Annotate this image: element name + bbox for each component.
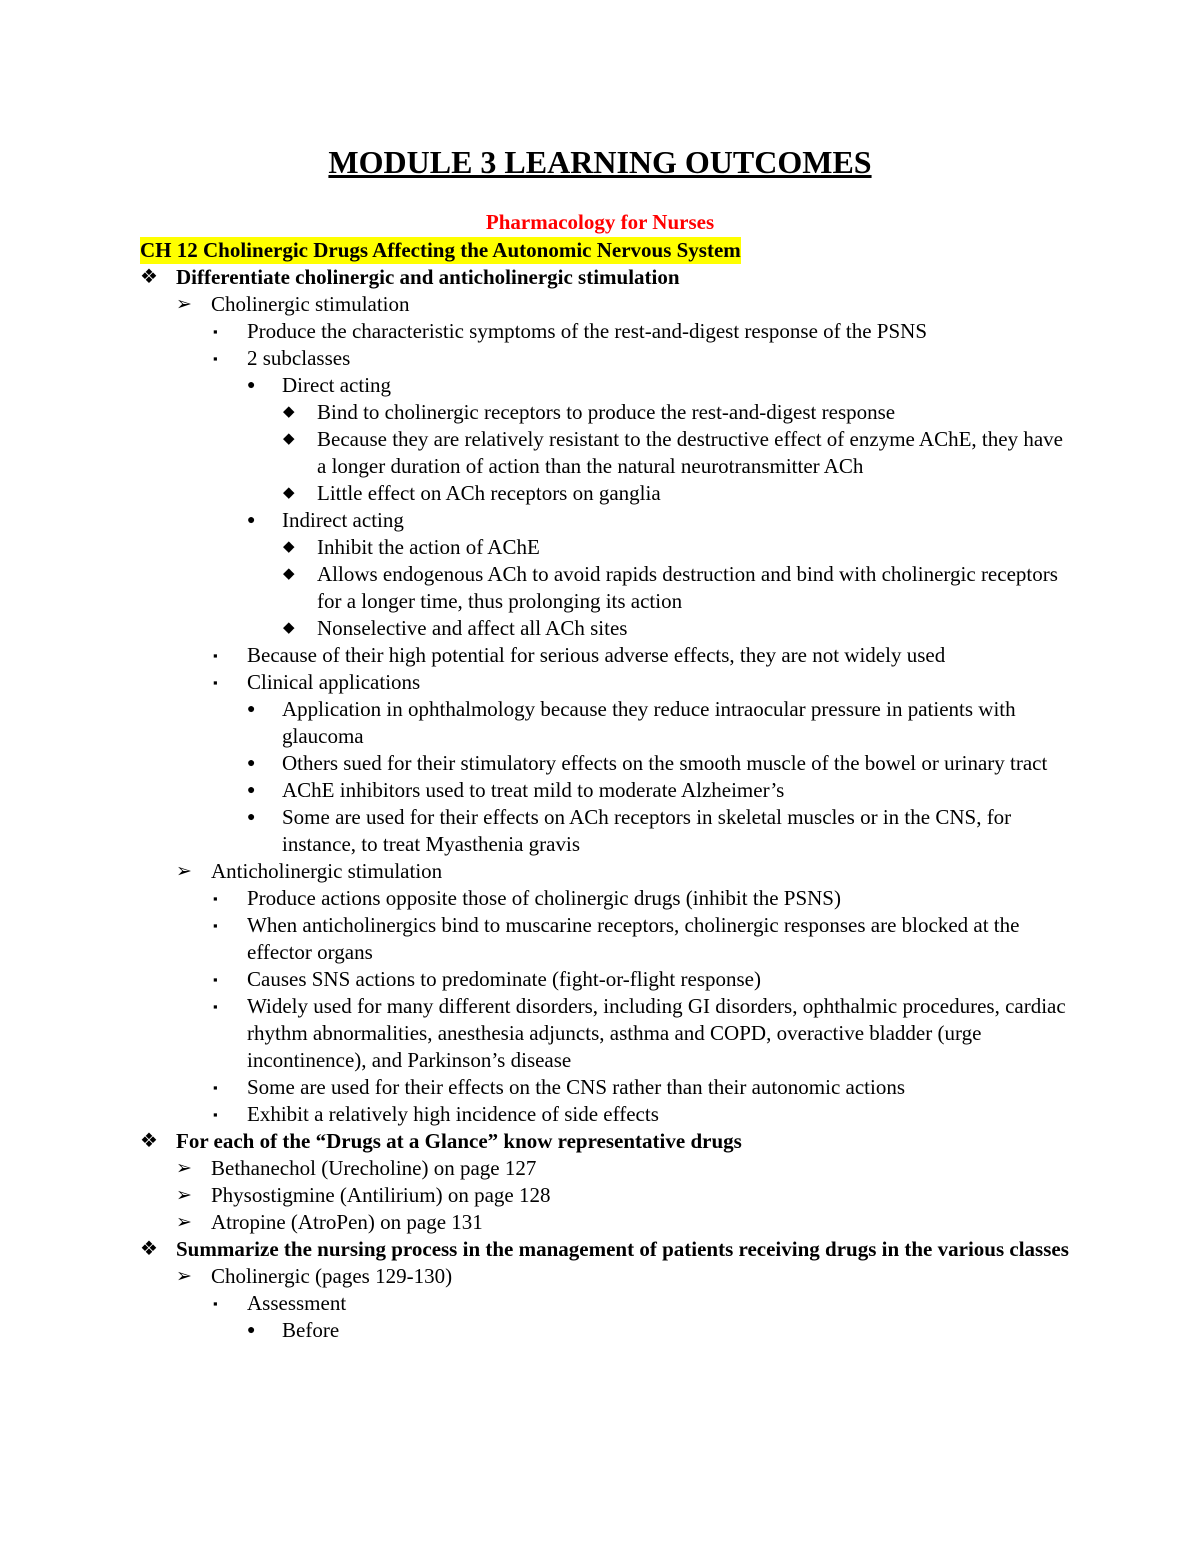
bullet-icon: ▪	[213, 351, 218, 366]
outline-item-text: Others sued for their stimulatory effects on the smooth muscle of the bowel or urinary tract	[282, 751, 1048, 775]
outline-item-text: Indirect acting	[282, 508, 404, 532]
outline-item-level-5	[0, 399, 1200, 426]
outline-item-text: Produce the characteristic symptoms of the rest-and-digest response of the PSNS	[247, 319, 928, 343]
bullet-icon: ▪	[213, 1296, 218, 1311]
outline-item-level-5	[0, 615, 1200, 642]
outline-item-level-3	[0, 993, 1200, 1074]
outline-item-text: Bind to cholinergic receptors to produce the rest-and-digest response	[317, 400, 896, 424]
outline-item-level-5	[0, 480, 1200, 507]
bullet-icon: ●	[247, 783, 256, 798]
outline-item-text: Causes SNS actions to predominate (fight-or-flight response)	[247, 967, 761, 991]
outline-item-text: Physostigmine (Antilirium) on page 128	[211, 1183, 551, 1207]
outline-item-text: Anticholinergic stimulation	[211, 859, 443, 883]
outline-item-level-4	[0, 696, 1200, 750]
bullet-icon: ◆	[283, 566, 295, 582]
bullet-icon: ➢	[176, 1212, 192, 1233]
bullet-icon: ▪	[213, 324, 218, 339]
outline-item-level-3	[0, 345, 1200, 372]
bullet-icon: ➢	[176, 1185, 192, 1206]
bullet-icon: ◆	[283, 485, 295, 501]
bullet-icon: ●	[247, 756, 256, 771]
outline-item-level-3	[0, 1290, 1200, 1317]
chapter-heading: CH 12 Cholinergic Drugs Affecting the Autonomic Nervous System	[140, 238, 741, 262]
bullet-icon: ▪	[213, 999, 218, 1014]
outline-item-text: Nonselective and affect all ACh sites	[317, 616, 628, 640]
outline-item-level-2	[0, 1209, 1200, 1236]
outline-item-level-1	[0, 1128, 1200, 1155]
outline-item-level-3	[0, 966, 1200, 993]
outline-item-text: Differentiate cholinergic and anticholinergic stimulation	[176, 265, 680, 289]
outline-item-text: Inhibit the action of AChE	[317, 535, 540, 559]
outline-item-text: Little effect on ACh receptors on ganglia	[317, 481, 661, 505]
bullet-icon: ▪	[213, 1107, 218, 1122]
outline-item-text: Direct acting	[282, 373, 392, 397]
bullet-icon: ▪	[213, 1080, 218, 1095]
outline-item-level-1	[0, 264, 1200, 291]
outline-item-level-4	[0, 507, 1200, 534]
document-title: MODULE 3 LEARNING OUTCOMES	[328, 144, 872, 180]
outline-item-text: Application in ophthalmology because they reduce intraocular pressure in patients with glaucoma	[282, 697, 1016, 748]
outline-item-text: Because they are relatively resistant to the destructive effect of enzyme AChE, they have a longer duration of action than the natural neurotransmitter ACh	[317, 427, 1063, 478]
bullet-icon: ➢	[176, 861, 192, 882]
outline-item-text: Bethanechol (Urecholine) on page 127	[211, 1156, 537, 1180]
outline-item-level-4	[0, 804, 1200, 858]
outline-item-level-2	[0, 291, 1200, 318]
bullet-icon: ❖	[140, 266, 158, 288]
outline-item-level-5	[0, 561, 1200, 615]
outline-item-text: Before	[282, 1318, 340, 1342]
bullet-icon: ▪	[213, 972, 218, 987]
bullet-icon: ❖	[140, 1130, 158, 1152]
outline-item-text: Assessment	[247, 1291, 347, 1315]
document-subtitle: Pharmacology for Nurses	[485, 210, 715, 234]
outline-item-text: Clinical applications	[247, 670, 421, 694]
outline-item-level-3	[0, 669, 1200, 696]
bullet-icon: ▪	[213, 918, 218, 933]
outline-item-level-5	[0, 426, 1200, 480]
outline-item-level-4	[0, 372, 1200, 399]
bullet-icon: ▪	[213, 675, 218, 690]
outline-item-level-2	[0, 1155, 1200, 1182]
outline-item-text: Exhibit a relatively high incidence of side effects	[247, 1102, 659, 1126]
outline-item-text: 2 subclasses	[247, 346, 351, 370]
outline-item-text: Some are used for their effects on the CNS rather than their autonomic actions	[247, 1075, 905, 1099]
outline-item-level-4	[0, 777, 1200, 804]
outline-item-level-4	[0, 1317, 1200, 1344]
outline-item-level-2	[0, 858, 1200, 885]
bullet-icon: ➢	[176, 1158, 192, 1179]
bullet-icon: ▪	[213, 648, 218, 663]
outline-item-level-4	[0, 750, 1200, 777]
bullet-icon: ◆	[283, 431, 295, 447]
outline-item-level-3	[0, 885, 1200, 912]
bullet-icon: ●	[247, 810, 256, 825]
outline-item-text: Atropine (AtroPen) on page 131	[211, 1210, 483, 1234]
outline-item-text: Cholinergic stimulation	[211, 292, 410, 316]
outline-item-level-3	[0, 912, 1200, 966]
outline-item-text: Summarize the nursing process in the management of patients receiving drugs in the various classes	[176, 1237, 1069, 1261]
outline-item-text: When anticholinergics bind to muscarine receptors, cholinergic responses are blocked at the effector organs	[247, 913, 1020, 964]
bullet-icon: ●	[247, 513, 256, 528]
bullet-icon: ▪	[213, 891, 218, 906]
outline-item-text: Because of their high potential for serious adverse effects, they are not widely used	[247, 643, 946, 667]
outline-item-text: Allows endogenous ACh to avoid rapids destruction and bind with cholinergic receptors for a longer time, thus prolonging its action	[317, 562, 1058, 613]
outline-item-level-3	[0, 1101, 1200, 1128]
outline-item-level-1	[0, 1236, 1200, 1263]
outline-item-text: Produce actions opposite those of cholinergic drugs (inhibit the PSNS)	[247, 886, 841, 910]
outline-item-level-3	[0, 318, 1200, 345]
outline-item-text: Cholinergic (pages 129-130)	[211, 1264, 453, 1288]
bullet-icon: ➢	[176, 294, 192, 315]
bullet-icon: ◆	[283, 404, 295, 420]
outline-item-text: Widely used for many different disorders, including GI disorders, ophthalmic procedures, cardiac rhythm abnormalities, anesthesia adjuncts, asthma and COPD, overactive bladder (urge incontinence), and Parkinson’s disease	[247, 994, 1066, 1072]
outline-item-level-3	[0, 1074, 1200, 1101]
bullet-icon: ●	[247, 1323, 256, 1338]
outline-item-level-2	[0, 1182, 1200, 1209]
bullet-icon: ◆	[283, 620, 295, 636]
outline-item-text: AChE inhibitors used to treat mild to moderate Alzheimer’s	[282, 778, 785, 802]
bullet-icon: ◆	[283, 539, 295, 555]
outline-item-text: For each of the “Drugs at a Glance” know representative drugs	[176, 1129, 742, 1153]
outline-item-text: Some are used for their effects on ACh receptors in skeletal muscles or in the CNS, for instance, to treat Myasthenia gravis	[282, 805, 1012, 856]
bullet-icon: ➢	[176, 1266, 192, 1287]
outline-item-level-5	[0, 534, 1200, 561]
outline-item-level-2	[0, 1263, 1200, 1290]
bullet-icon: ●	[247, 702, 256, 717]
bullet-icon: ❖	[140, 1238, 158, 1260]
outline-list	[0, 264, 1200, 1344]
bullet-icon: ●	[247, 378, 256, 393]
outline-item-level-3	[0, 642, 1200, 669]
